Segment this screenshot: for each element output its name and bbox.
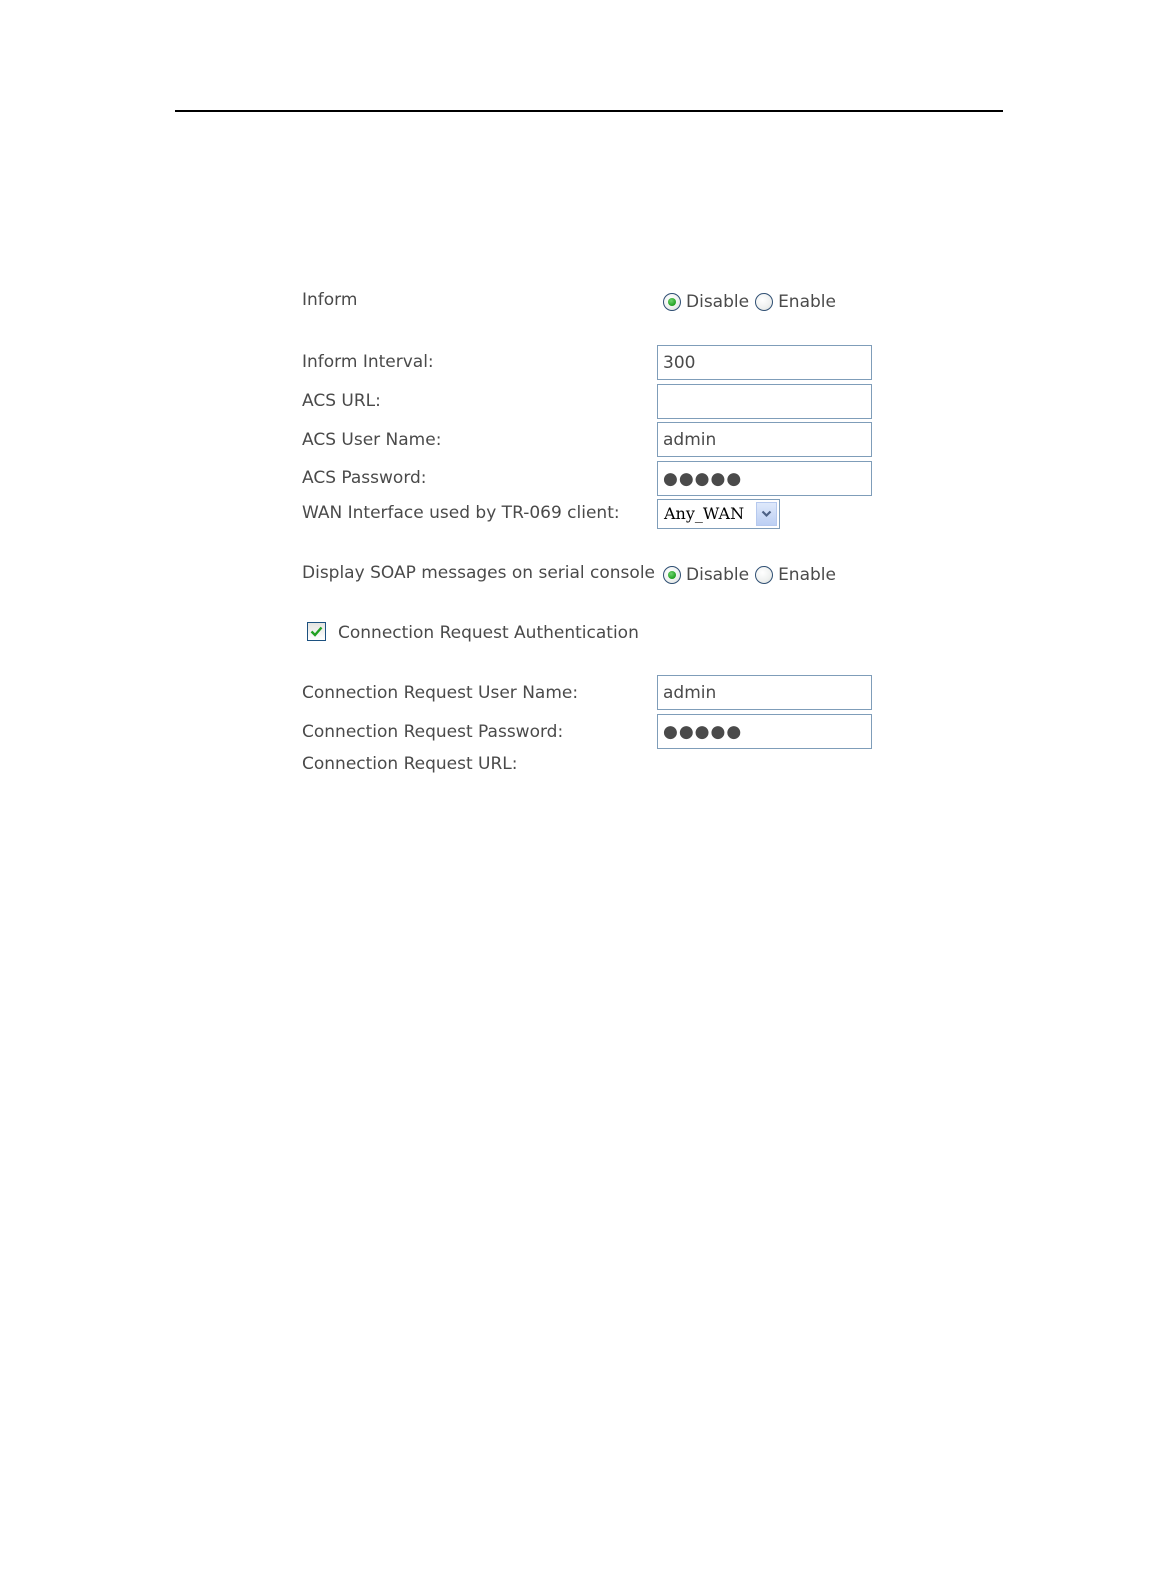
inform-enable-radio[interactable] [755, 293, 773, 311]
checkmark-icon [310, 626, 323, 637]
inform-interval-input[interactable] [657, 345, 872, 380]
acs-password-input[interactable] [657, 461, 872, 496]
inform-disable-label[interactable]: Disable [686, 292, 750, 312]
display-soap-disable-radio[interactable] [663, 566, 681, 584]
inform-interval-label: Inform Interval: [302, 352, 434, 372]
inform-label: Inform [302, 290, 358, 310]
acs-user-name-label: ACS User Name: [302, 430, 442, 450]
connection-request-user-name-input[interactable] [657, 675, 872, 710]
connection-request-url-label: Connection Request URL: [302, 754, 518, 774]
connection-request-user-name-label: Connection Request User Name: [302, 683, 579, 703]
acs-url-input[interactable] [657, 384, 872, 419]
display-soap-radio-group [663, 563, 842, 587]
connection-request-password-input[interactable] [657, 714, 872, 749]
inform-radio-group [663, 290, 842, 314]
inform-disable-radio[interactable] [663, 293, 681, 311]
chevron-down-icon[interactable] [756, 502, 777, 526]
wan-interface-select[interactable] [657, 499, 780, 529]
page-header-rule [175, 110, 1003, 112]
wan-interface-label: WAN Interface used by TR-069 client: [302, 503, 620, 523]
wan-interface-selected-value: Any_WAN [664, 504, 745, 523]
connection-request-auth-label[interactable]: Connection Request Authentication [338, 623, 639, 643]
connection-request-password-label: Connection Request Password: [302, 722, 564, 742]
display-soap-enable-label[interactable]: Enable [778, 565, 836, 585]
display-soap-enable-radio[interactable] [755, 566, 773, 584]
acs-password-label: ACS Password: [302, 468, 427, 488]
display-soap-label: Display SOAP messages on serial console [302, 563, 655, 583]
acs-user-name-input[interactable] [657, 422, 872, 457]
display-soap-disable-label[interactable]: Disable [686, 565, 750, 585]
connection-request-auth-checkbox[interactable] [307, 622, 326, 641]
inform-enable-label[interactable]: Enable [778, 292, 836, 312]
acs-url-label: ACS URL: [302, 391, 381, 411]
